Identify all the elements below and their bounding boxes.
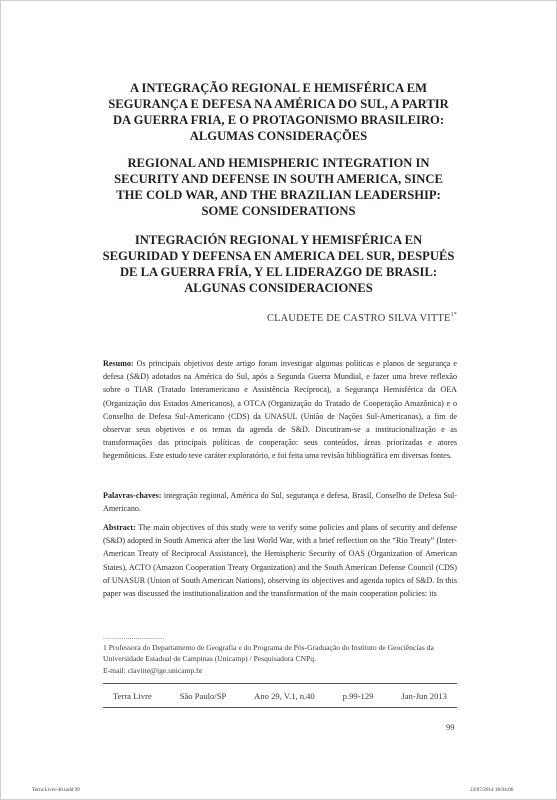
journal-info-bar [103, 683, 457, 708]
page-number: 99 [446, 722, 455, 732]
journal-pages: p.99-129 [342, 690, 374, 701]
resumo-label: Resumo: [103, 359, 134, 368]
journal-name: Terra Livre [113, 690, 152, 701]
footnote-email: E-mail: clavitte@ige.unicamp.br [103, 665, 203, 675]
keywords-text: integração regional, América do Sul, segurança e defesa, Brasil, Conselho de Defesa Sul-Americano. [103, 491, 457, 514]
journal-date: Jan-Jun 2013 [401, 690, 447, 701]
abstract-label: Abstract: [103, 523, 136, 532]
print-slug-file: Terra-Livre-40.indd 99 [32, 787, 80, 793]
journal-volume: Ano 29, V.1, n.40 [254, 690, 315, 701]
footnote-affiliation: 1 Professora do Departamento de Geografia e do Programa de Pós-Graduação do Instituto de Geociências da Universidade Estadual de Campinas (Unicamp) / Pesquisadora CNPq. [103, 643, 434, 664]
footnote-separator: .............................. [103, 633, 165, 641]
abstract-text: The main objectives of this study were to verify some policies and plans of security and defense (S&D) adopted in South America after the last World War, with a brief reflection on the “Rio Treaty” (Inter-American Treaty of Reciprocal Assistance), the Hemispheric Security of OAS (Organization of American States), ACTO (Amazon Cooperation Treaty Organization) and the South American Defense Council (CDS) of UNASUR (Union of South American Nations), observing its objectives and agenda topics of S&D. In this paper was discussed the institutionalization and the transformation of the main cooperation policies: its [103, 523, 457, 599]
title-spanish: INTEGRACIÓN REGIONAL Y HEMISFÉRICA EN SEGURIDAD Y DEFENSA EN AMERICA DEL SUR, DESPUÉS DE LA GUERRA FRÍA, Y EL LIDERAZGO DE BRASIL: ALGUNAS CONSIDERACIONES [102, 233, 455, 295]
author [267, 312, 457, 324]
resumo-text: Os principais objetivos deste artigo foram investigar algumas políticas e planos de segurança e defesa (S&D) adotados na América do Sul, após a Segunda Guerra Mundial, e fazer uma breve reflexão sobre o TIAR (Tratado Interamericano e Assistência Recíproca), a Segurança Hemisférica da OEA (Organização dos Estados Americanos), a OTCA (Organização do Tratado de Cooperação Amazônica) e o Conselho de Defesa Sul-Americano (CDS) da UNASUL (União de Nações Sul-Americanas), a fim de observar seus objetivos e os temas da agenda de S&D. Discutiram-se a institucionalização e as transformações das principais políticas de cooperação: seus conteúdos, áreas priorizadas e atores hegemônicos. Este estudo teve caráter exploratório, e foi feita uma revisão bibliográfica em diversas fontes. [103, 359, 457, 461]
keywords-paragraph [103, 489, 457, 515]
author-name: CLAUDETE DE CASTRO SILVA VITTE [266, 313, 451, 324]
footnote [103, 642, 457, 676]
title-english: REGIONAL AND HEMISPHERIC INTEGRATION IN SECURITY AND DEFENSE IN SOUTH AMERICA, SINCE THE COLD WAR, AND THE BRAZILIAN LEADERSHIP: SOME CONSIDERATIONS [114, 156, 443, 218]
author-footnote-mark: 1* [450, 312, 457, 318]
title-portuguese: A INTEGRAÇÃO REGIONAL E HEMISFÉRICA EM SEGURANÇA E DEFESA NA AMÉRICA DO SUL, A PARTIR DA GUERRA FRIA, E O PROTAGONISMO BRASILEIRO: ALGUMAS CONSIDERAÇÕES [108, 81, 449, 143]
journal-city: São Paulo/SP [179, 690, 227, 701]
keywords-label: Palavras-chaves: [103, 491, 162, 500]
print-slug-timestamp: 23/07/2014 18:04:06 [470, 787, 514, 793]
abstract-paragraph [103, 521, 457, 600]
resumo-paragraph [103, 357, 457, 463]
